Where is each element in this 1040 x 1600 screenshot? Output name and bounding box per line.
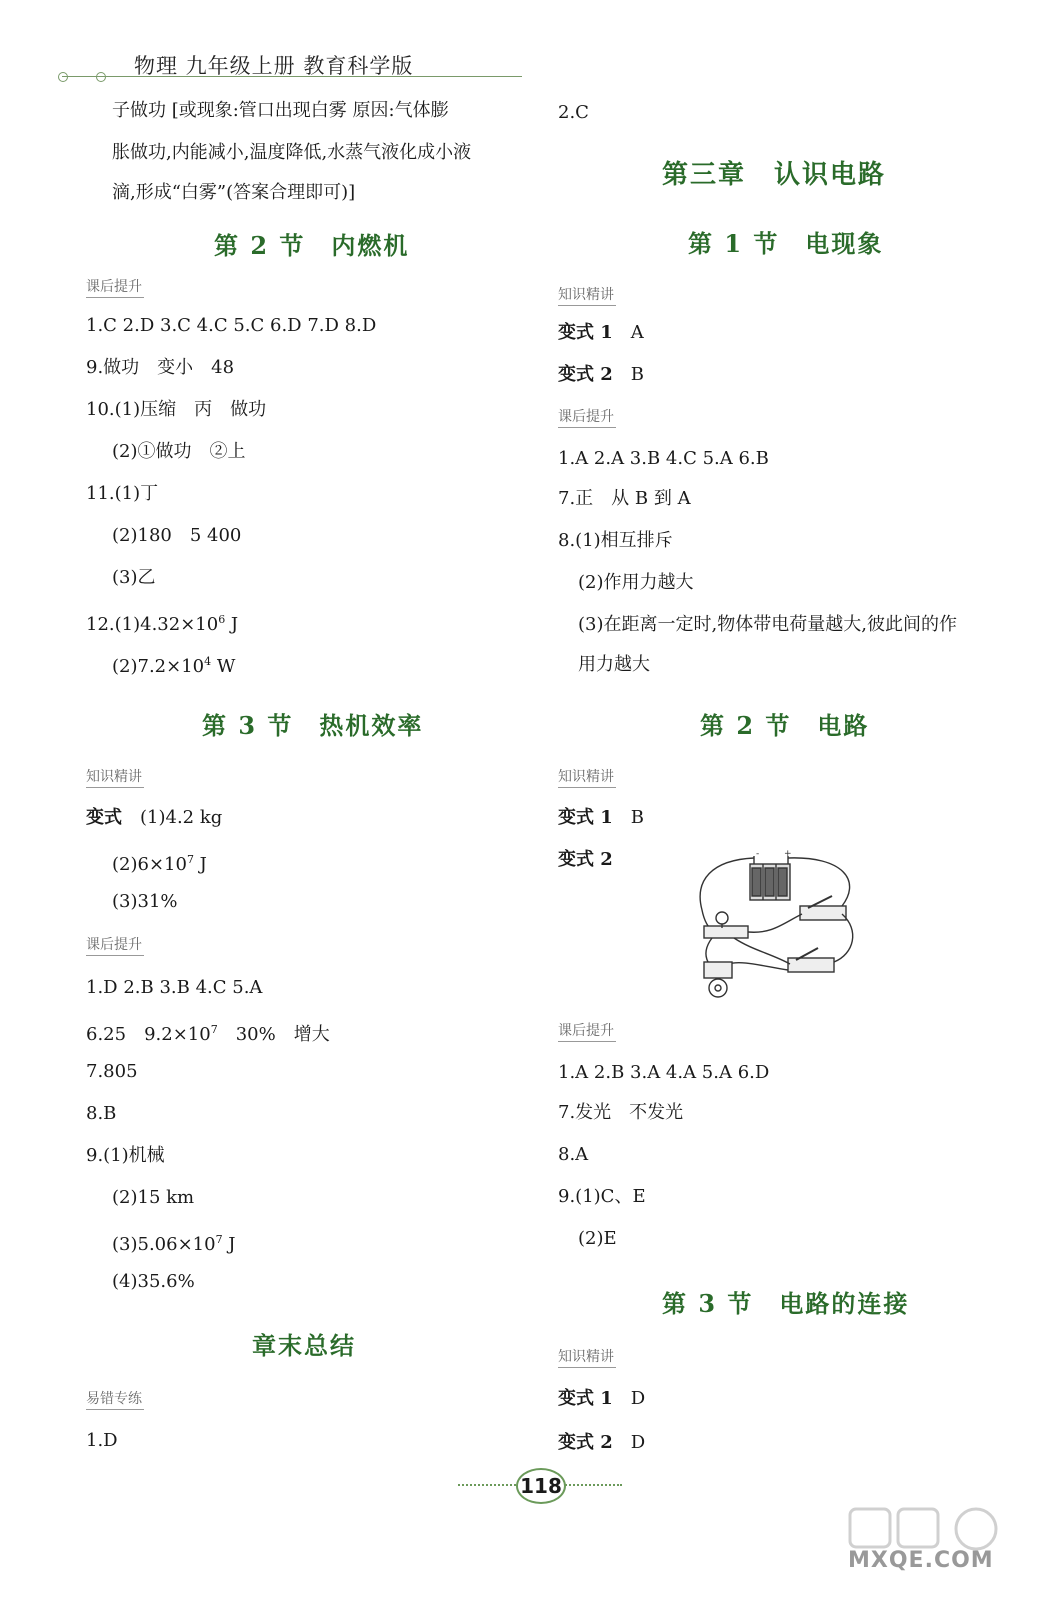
answer-line: $12.(1)4.32\times 10^6$ J xyxy=(86,613,239,635)
section-tag: 课后提升 xyxy=(558,1020,616,1042)
section-title-diangxianxiang: 第 1 节 电现象 xyxy=(688,229,884,258)
header-ornament-left xyxy=(58,72,68,82)
answer-line: (2)E xyxy=(578,1228,617,1249)
answer-line: (2)作用力越大 xyxy=(578,572,694,593)
answer-line: 6.25 $9.2\times 10^7$ 30% 增大 xyxy=(86,1023,330,1045)
answer-line: 8.A xyxy=(558,1144,589,1165)
chapter-title: 第三章 认识电路 xyxy=(662,160,887,190)
answer-line: 7.发光 不发光 xyxy=(558,1102,684,1123)
answer-line: (3)31% xyxy=(112,891,178,912)
answer-line: $(2)7.2\times 10^4$ W xyxy=(112,655,236,677)
answer-line: 7.805 xyxy=(86,1061,138,1082)
section-title-neiranji: 第 2 节 内燃机 xyxy=(214,231,410,260)
section-tag: 课后提升 xyxy=(86,934,144,956)
answer-line: 变式 1 B xyxy=(558,807,645,828)
running-header: 物理 九年级上册 教育科学版 xyxy=(134,54,414,78)
answer-line: 1.D xyxy=(86,1430,118,1451)
answer-line: 8.B xyxy=(86,1103,117,1124)
intro-line-3: 滴,形成“白雾”(答案合理即可)] xyxy=(112,182,356,203)
section-tag: 知识精讲 xyxy=(558,766,616,788)
section-tag: 课后提升 xyxy=(558,406,616,428)
svg-text:-: - xyxy=(756,850,760,859)
intro-line-1: 子做功 [或现象:管口出现白雾 原因:气体膨 xyxy=(112,100,449,121)
section-title-dianlu: 第 2 节 电路 xyxy=(700,711,870,740)
answer-line: 10.(1)压缩 丙 做功 xyxy=(86,399,267,420)
answer-line: 8.(1)相互排斥 xyxy=(558,530,673,551)
section-title-rejixiaolv: 第 3 节 热机效率 xyxy=(202,711,424,740)
answer-line: 变式 1 A xyxy=(558,322,644,343)
answer-line: (2)15 km xyxy=(112,1187,195,1208)
answer-line: (2)①做功 ②上 xyxy=(112,441,246,462)
intro-line-2: 胀做功,内能减小,温度降低,水蒸气液化成小液 xyxy=(112,142,472,163)
answer-line: 9.做功 变小 48 xyxy=(86,357,235,378)
answer-line: 1.D 2.B 3.B 4.C 5.A xyxy=(86,977,263,998)
answer-line: 1.A 2.A 3.B 4.C 5.A 6.B xyxy=(558,448,769,469)
answer-line: $(3)5.06\times 10^7$ J xyxy=(112,1233,236,1255)
answer-line: 7.正 从 B 到 A xyxy=(558,488,691,509)
answer-line: (2)180 5 400 xyxy=(112,525,242,546)
header-ornament-mid xyxy=(96,72,106,82)
answer-line: 变式 2 B xyxy=(558,364,645,385)
answer-line: (3)在距离一定时,物体带电荷量越大,彼此间的作 xyxy=(578,614,957,635)
answer-line: 9.(1)机械 xyxy=(86,1145,165,1166)
section-tag: 课后提升 xyxy=(86,276,144,298)
circuit-diagram xyxy=(692,850,862,1000)
answer-line: 变式 2 xyxy=(558,849,613,870)
answer-line: 1.A 2.B 3.A 4.A 5.A 6.D xyxy=(558,1062,770,1083)
footer-rule-left xyxy=(458,1484,516,1486)
answer-line: 2.C xyxy=(558,102,589,123)
footer-rule-right xyxy=(562,1484,622,1486)
section-tag: 知识精讲 xyxy=(558,284,616,306)
svg-text:+: + xyxy=(784,850,792,859)
answer-line: 变式 (1)4.2 kg xyxy=(86,807,223,828)
answer-line: (3)乙 xyxy=(112,567,156,588)
answer-line: (4)35.6% xyxy=(112,1271,195,1292)
answer-line: 用力越大 xyxy=(578,654,650,675)
answer-line: 9.(1)C、E xyxy=(558,1186,646,1207)
section-title-dianlulianjie: 第 3 节 电路的连接 xyxy=(662,1289,910,1318)
answer-line: 变式 2 D xyxy=(558,1432,646,1453)
answer-line: 1.C 2.D 3.C 4.C 5.C 6.D 7.D 8.D xyxy=(86,315,377,336)
section-tag: 易错专练 xyxy=(86,1388,144,1410)
section-title-summary: 章末总结 xyxy=(252,1331,356,1360)
watermark-text: MXQE.COM xyxy=(848,1548,994,1573)
answer-line: $(2)6\times 10^7$ J xyxy=(112,853,207,875)
section-tag: 知识精讲 xyxy=(86,766,144,788)
answer-line: 变式 1 D xyxy=(558,1388,646,1409)
section-tag: 知识精讲 xyxy=(558,1346,616,1368)
answer-line: 11.(1)丁 xyxy=(86,483,159,504)
page-number: 118 xyxy=(516,1468,566,1504)
